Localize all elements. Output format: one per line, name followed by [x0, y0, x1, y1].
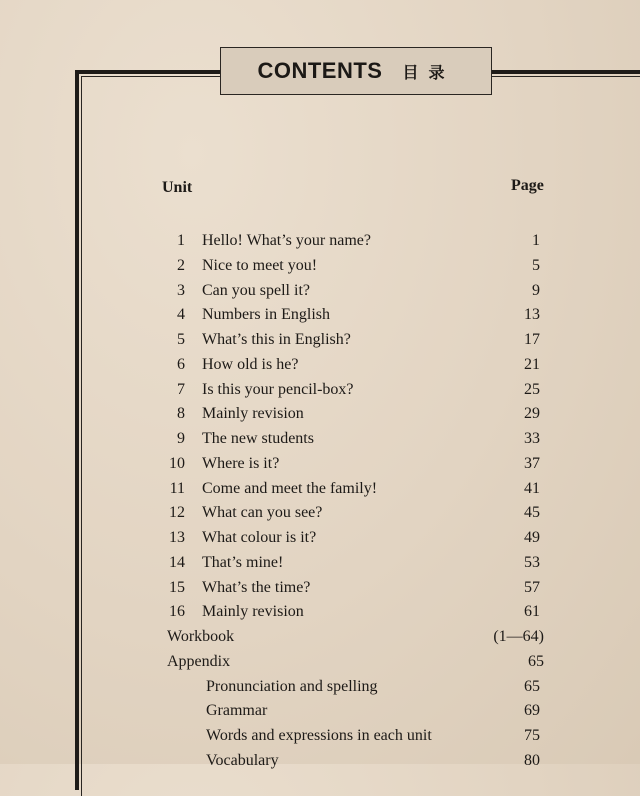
toc-row-unit-8	[0, 402, 640, 426]
unit-page: 17	[524, 331, 540, 348]
unit-page: 61	[524, 603, 540, 621]
unit-page: 9	[532, 281, 540, 299]
page-column-header: Page	[511, 177, 544, 194]
section-page: (1—64)	[493, 628, 544, 645]
toc-row-unit-14	[0, 551, 640, 575]
unit-number: 9	[177, 430, 185, 447]
unit-title: That’s mine!	[202, 553, 284, 571]
unit-page: 1	[532, 232, 540, 249]
unit-page: 49	[524, 529, 540, 546]
unit-title: What’s the time?	[202, 578, 311, 596]
unit-number: 8	[177, 405, 185, 423]
contents-title-chinese: 目录	[402, 62, 455, 82]
unit-title: Where is it?	[202, 454, 280, 472]
toc-row-unit-3	[0, 279, 640, 303]
unit-number: 5	[177, 331, 185, 348]
unit-title: What’s this in English?	[202, 331, 351, 348]
unit-number: 13	[169, 529, 185, 546]
toc-row-unit-10	[0, 452, 640, 476]
unit-number: 12	[169, 504, 185, 522]
section-title: Appendix	[167, 652, 231, 670]
appendix-item-page: 65	[524, 677, 540, 695]
unit-title: What can you see?	[202, 504, 323, 522]
unit-number: 14	[169, 553, 185, 571]
toc-row-unit-7	[0, 378, 640, 402]
toc-row-unit-9	[0, 427, 640, 451]
unit-title: Is this your pencil-box?	[202, 380, 354, 398]
toc-row-appendix-item	[0, 724, 640, 748]
toc-row-appendix-item	[0, 699, 640, 723]
toc-row-workbook	[0, 625, 640, 649]
unit-number: 6	[177, 355, 185, 373]
unit-number: 7	[177, 380, 185, 398]
unit-page: 33	[524, 430, 540, 447]
contents-title-box	[220, 47, 492, 95]
unit-number: 10	[169, 454, 185, 472]
toc-row-unit-16	[0, 600, 640, 624]
section-page: 65	[528, 652, 544, 670]
toc-row-unit-11	[0, 477, 640, 501]
unit-page: 5	[532, 256, 540, 274]
toc-row-appendix-item	[0, 749, 640, 773]
appendix-item-page: 69	[524, 702, 540, 720]
toc-row-unit-5	[0, 328, 640, 352]
unit-number: 11	[169, 479, 185, 497]
appendix-item-page: 80	[524, 751, 540, 769]
unit-title: Nice to meet you!	[202, 256, 318, 274]
unit-title: Hello! What’s your name?	[202, 232, 371, 249]
unit-number: 16	[169, 603, 185, 621]
unit-page: 41	[524, 479, 540, 497]
toc-row-appendix-item	[0, 675, 640, 699]
toc-row-unit-4	[0, 303, 640, 327]
appendix-item-title: Vocabulary	[206, 751, 279, 769]
unit-title: Numbers in English	[202, 306, 330, 324]
toc-row-unit-15	[0, 576, 640, 600]
unit-title: Come and meet the family!	[202, 479, 378, 497]
appendix-item-page: 75	[524, 727, 540, 744]
section-title: Workbook	[167, 628, 235, 645]
unit-number: 1	[177, 232, 185, 249]
unit-column-header: Unit	[162, 179, 193, 196]
unit-title: Mainly revision	[202, 603, 304, 621]
unit-page: 21	[524, 355, 540, 373]
contents-title: CONTENTS	[257, 58, 383, 83]
toc-row-unit-12	[0, 501, 640, 525]
toc-row-unit-13	[0, 526, 640, 550]
unit-title: Can you spell it?	[202, 281, 310, 299]
toc-row-unit-6	[0, 353, 640, 377]
appendix-item-title: Words and expressions in each unit	[206, 727, 432, 744]
unit-number: 4	[177, 306, 185, 324]
unit-page: 53	[524, 553, 540, 571]
toc-row-unit-2	[0, 254, 640, 278]
unit-page: 45	[524, 504, 540, 522]
unit-number: 15	[169, 578, 185, 596]
unit-number: 2	[177, 256, 185, 274]
unit-title: The new students	[202, 430, 314, 447]
unit-page: 29	[524, 405, 540, 423]
unit-page: 57	[524, 578, 540, 596]
unit-page: 37	[524, 454, 540, 472]
unit-number: 3	[177, 281, 185, 299]
appendix-item-title: Pronunciation and spelling	[206, 677, 378, 695]
unit-title: What colour is it?	[202, 529, 317, 546]
unit-title: Mainly revision	[202, 405, 304, 423]
unit-page: 13	[524, 306, 540, 324]
toc-row-unit-1	[0, 229, 640, 253]
unit-title: How old is he?	[202, 355, 299, 373]
unit-page: 25	[524, 380, 540, 398]
appendix-item-title: Grammar	[206, 702, 268, 720]
toc-row-appendix	[0, 650, 640, 674]
